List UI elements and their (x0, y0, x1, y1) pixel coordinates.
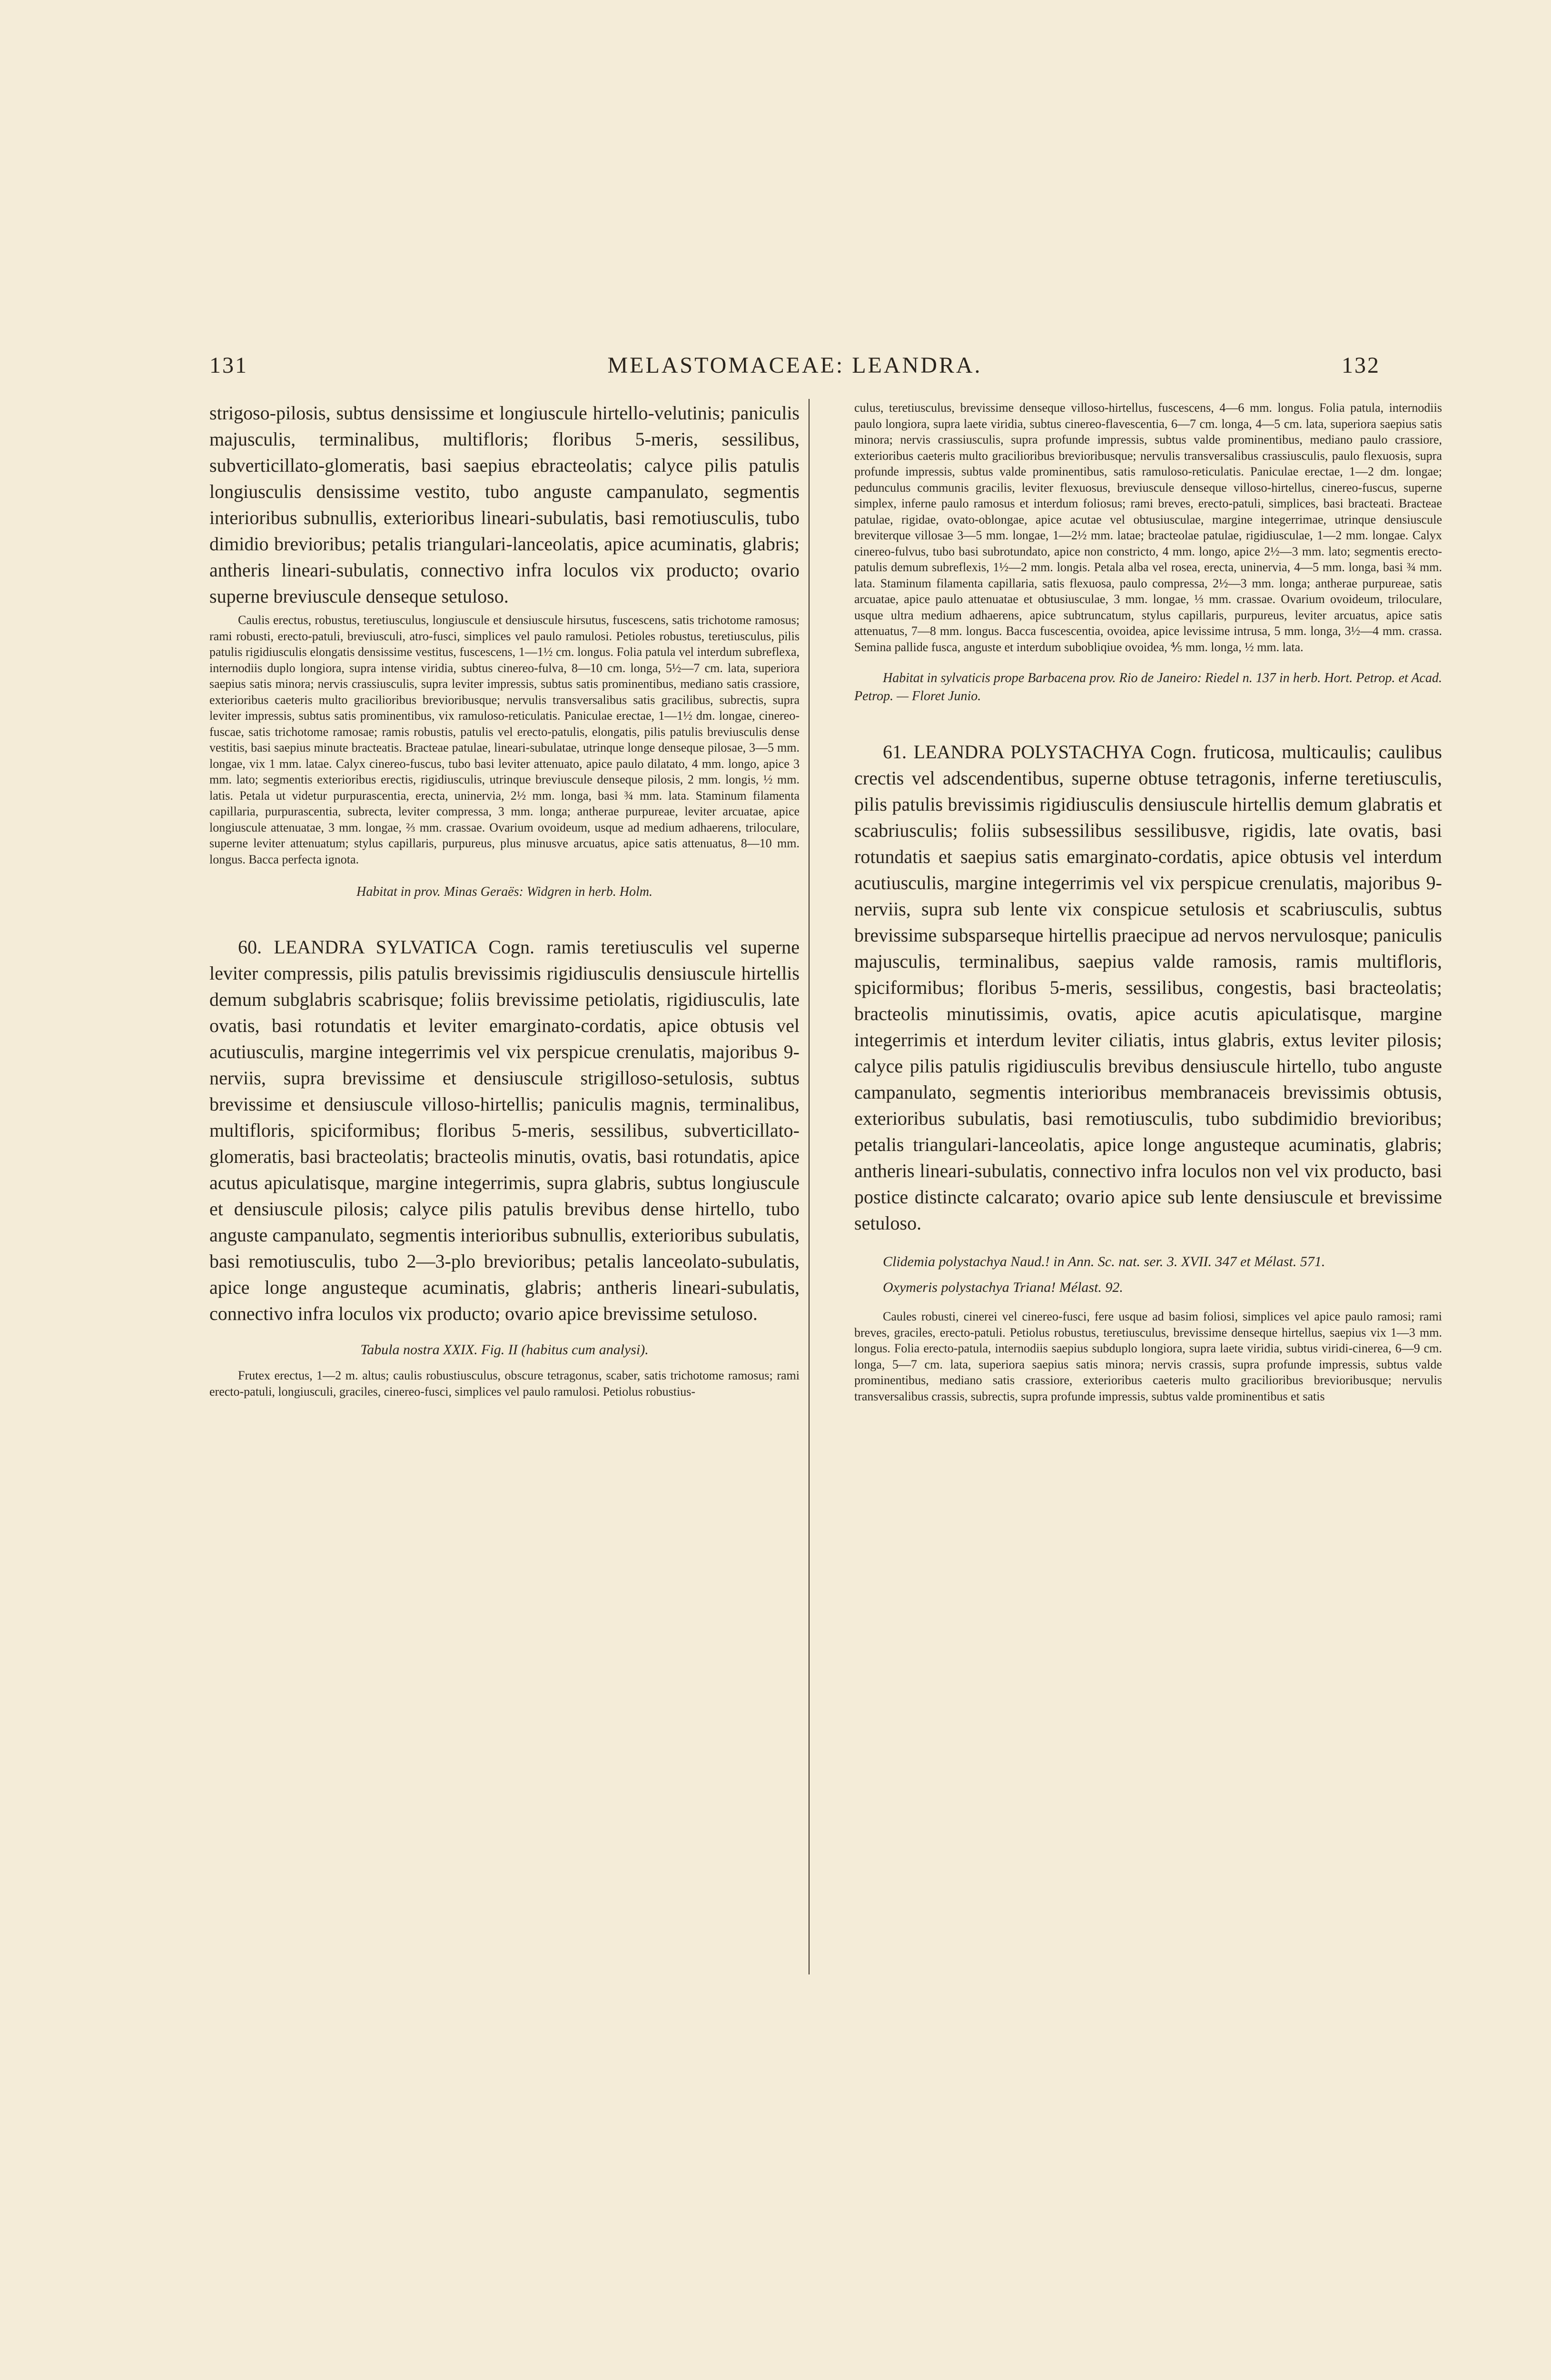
left-column (209, 400, 800, 1402)
page-header (209, 352, 1380, 381)
synonym-clidemia: Clidemia polystachya Naud.! in Ann. Sc. nat. ser. 3. XVII. 347 et Mélast. 571. (883, 1254, 1325, 1269)
species-59-habitat: Habitat in prov. Minas Geraës: Widgren in herb. Holm. (356, 884, 652, 899)
right-column (854, 400, 1442, 1407)
running-title: MELASTOMACEAE: LEANDRA. (607, 353, 982, 378)
species-61-diagnosis: 61. LEANDRA POLYSTACHYA Cogn. fruticosa, multicaulis; caulibus crectis vel adscendentibus, superne obtuse tetragonis, inferne teretiusculis, pilis patulis brevissimis rigidiusculis densiuscule hirtellis demum glabratis et scabriusculis; foliis subsessilibus sessilibusve, rigidis, late ovatis, basi rotundatis et saepius satis emarginato-cordatis, apice obtusis vel interdum acutiusculis, margine integerrimis vel vix perspicue crenulatis, majoribus 9-nerviis, supra sub lente vix conspicue setulosis et scabriusculis, subtus brevissime subsparseque hirtellis praecipue ad nervos nervulosque; paniculis majusculis, terminalibus, saepius valde ramosis, ramis multifloris, spiciformibus; floribus 5-meris, sessilibus, congestis, basi bracteolatis; bracteolis minutissimis, ovatis, apice acutis apiculatisque, margine integerrimis et interdum leviter ciliatis, intus glabris, extus leviter pilosis; calyce pilis patulis rigidiusculis brevibus densiuscule hirtello, tubo anguste campanulato, segmentis interioribus membranaceis brevissimis obtusis, exterioribus subulatis, basi remotiusculis, tubo subdimidio brevioribus; petalis triangulari-lanceolatis, apice longe angusteque acuminatis, glabris; antheris lineari-subulatis, connectivo infra loculos non vel vix producto, basi postice distincte calcarato; ovario apice sub lente densiuscule et brevissime setuloso. (854, 741, 1442, 1234)
species-61-description: Caules robusti, cinerei vel cinereo-fusci, fere usque ad basim foliosi, simplices vel apice paulo ramosi; rami breves, graciles, erecto-patuli. Petiolus robustus, teretiusculus, brevissime denseque hirtellus, saepius vix 1—3 mm. longus. Folia erecto-patula, internodiis saepius subduplo longiora, supra laete viridia, subtus viridi-cinerea, 6—9 cm. longa, 5—7 cm. lata, superiora saepius satis minora; nervis crassis, supra profunde impressis, subtus valde prominentibus, mediano satis crassiore, exterioribus caeteris multo gracilioribus brevioribusque; nervulis transversalibus crassis, subrectis, supra profunde impressis, subtus valde prominentibus et satis (854, 1309, 1442, 1403)
synonym-oxymeris: Oxymeris polystachya Triana! Mélast. 92. (883, 1279, 1123, 1295)
species-59-diagnosis-end: strigoso-pilosis, subtus densissime et longiuscule hirtello-velutinis; paniculis majusculis, terminalibus, multifloris; floribus 5-meris, sessilibus, subverticillato-glomeratis, basi saepius ebracteolatis; calyce pilis patulis longiusculis densissime vestito, tubo anguste campanulato, segmentis interioribus subnullis, exterioribus lineari-subulatis, basi remotiusculis, tubo dimidio brevioribus; petalis triangulari-lanceolatis, apice acuminatis, glabris; antheris lineari-subulatis, connectivo infra loculos vix producto; ovario superne breviuscule denseque setuloso. (209, 402, 800, 607)
column-divider (809, 399, 810, 1974)
figure-reference: Tabula nostra XXIX. Fig. II (habitus cum analysi). (360, 1342, 649, 1358)
page-number-left: 131 (209, 353, 248, 378)
species-60-description: Frutex erectus, 1—2 m. altus; caulis robustiusculus, obscure tetragonus, scaber, satis trichotome ramosus; rami erecto-patuli, longiusculi, graciles, cinereo-fusci, simplices vel paulo ramulosi. Petiolus robustius- (209, 1368, 800, 1398)
species-60-habitat: Habitat in sylvaticis prope Barbacena prov. Rio de Janeiro: Riedel n. 137 in herb. Hort. Petrop. et Acad. Petrop. — Floret Junio. (854, 671, 1442, 704)
species-60-description-cont: culus, teretiusculus, brevissime denseque villoso-hirtellus, fuscescens, 4—6 mm. longus. Folia patula, internodiis paulo longiora, supra laete viridia, subtus cinereo-flavescentia, 6—7 cm. longa, 4—5 cm. lata, superiora saepius satis minora; nervis crassiusculis, supra profunde impressis, subtus valde prominentibus, mediano paulo crassiore, exterioribus caeteris multo gracilioribus brevioribusque; nervulis transversalibus crassiusculis, paulo flexuosis, supra profunde impressis, subtus valde prominentibus, satis ramuloso-reticulatis. Paniculae erectae, 1—2 dm. longae; pedunculus communis gracilis, leviter flexuosus, breviuscule denseque villoso-hirtellus, cinereo-fuscus, superne simplex, inferne paulo ramosus et interdum foliosus; rami breves, erecto-patuli, simplices, basi bracteati. Bracteae patulae, rigidae, ovato-oblongae, apice acutae vel obtusiusculae, margine integerrimae, utrinque densiuscule breviterque villosae 3—5 mm. longae, 1—2½ mm. latae; bracteolae patulae, rigidiusculae, 1—2 mm. longae. Calyx cinereo-fulvus, tubo basi subrotundato, apice non constricto, 4 mm. longo, apice 2½—3 mm. lato; segmentis erecto-patulis demum subreflexis, 1½—2 mm. longis. Petala alba vel rosea, erecta, uninervia, 4—5 mm. longa, basi ¾ mm. lata. Staminum filamenta capillaria, satis flexuosa, paulo compressa, 2½—3 mm. longa; antherae purpureae, satis arcuatae, apice paulo attenuatae et obtusiusculae, 3 mm. longae, ⅓ mm. crassae. Ovarium ovoideum, triloculare, usque ultra medium adhaerens, apice subtruncatum, stylus capillaris, purpureus, leviter arcuatus, apice satis attenuatus, 7—8 mm. longus. Bacca fuscescentia, ovoidea, apice levissime intrusa, 5 mm. longa, 3½—4 mm. crassa. Semina pallide fusca, anguste et interdum subobliqiue ovoidea, ⅘ mm. longa, ½ mm. lata. (854, 401, 1442, 654)
species-59-description: Caulis erectus, robustus, teretiusculus, longiuscule et densiuscule hirsutus, fuscescens, satis trichotome ramosus; rami robusti, erecto-patuli, breviusculi, atro-fusci, simplices vel paulo ramulosi. Petioles robustus, teretiusculus, pilis patulis rigidiusculis elongatis densissime vestitus, fuscescens, 1—1½ cm. longus. Folia patula vel interdum subreflexa, internodiis duplo longiora, supra intense viridia, subtus cinereo-fulva, 8—10 cm. longa, 5½—7 cm. lata, superiora saepius satis minora; nervis crassiusculis, supra leviter impressis, subtus satis prominentibus, mediano satis crassiore, exterioribus caeteris multo gracilioribus brevioribusque; nervulis transversalibus satis gracilibus, subrectis, supra leviter impressis, subtus satis prominentibus, vix ramuloso-reticulatis. Paniculae erectae, 1—1½ dm. longae, cinereo-fuscae, satis trichotome ramosae; ramis robustis, patulis vel erecto-patulis, elongatis, pilis patulis breviusculis dense vestitis, basi saepius minute bracteatis. Bracteae patulae, lineari-subulatae, utrinque longe denseque pilosae, 3—5 mm. longae, vix 1 mm. latae. Calyx cinereo-fuscus, tubo basi leviter attenuato, apice paulo dilatato, 4 mm. longo, apice 3 mm. lato; segmentis exterioribus erectis, rigidiusculis, utrinque breviuscule denseque pilosis, 2 mm. longis, ½ mm. latis. Petala ut videtur purpurascentia, erecta, uninervia, 2½ mm. longa, basi ¾ mm. lata. Staminum filamenta capillaria, purpurascentia, subrecta, leviter compressa, 3 mm. longa; antherae purpureae, leviter arcuatae, apice longiuscule attenuatae, 3 mm. longae, ⅔ mm. crassae. Ovarium ovoideum, usque ad medium adhaerens, triloculare, superne leviter attenuatum; stylus capillaris, purpureus, plus minusve arcuatus, apice satis attenuatus, 8—10 mm. longus. Bacca perfecta ignota. (209, 613, 800, 866)
page-number-right: 132 (1342, 353, 1380, 378)
species-60-diagnosis: 60. LEANDRA SYLVATICA Cogn. ramis teretiusculis vel superne leviter compressis, pilis patulis brevissimis rigidiusculis densiuscule hirtellis demum subglabris scabrisque; foliis brevissime petiolatis, rigidiusculis, late ovatis, basi rotundatis et leviter emarginato-cordatis, apice obtusis vel acutiusculis, margine integerrimis vel vix perspicue crenulatis, majoribus 9-nerviis, supra brevissime et densiuscule strigilloso-setulosis, subtus brevissime et densiuscule villoso-hirtellis; paniculis magnis, terminalibus, multifloris, spiciformibus; floribus 5-meris, sessilibus, subverticillato-glomeratis, basi bracteolatis; bracteolis minutis, ovatis, basi rotundatis, apice acutus apiculatisque, margine integerrimis, supra glabris, subtus longiuscule et densiuscule pilosis; calyce pilis patulis brevibus dense hirtello, tubo anguste campanulato, segmentis interioribus subnullis, exterioribus subulatis, basi remotiusculis, tubo 2—3-plo brevioribus; petalis lanceolato-subulatis, apice longe angusteque acuminatis, glabris; antheris lineari-subulatis, connectivo infra loculos vix producto; ovario apice brevissime setuloso. (209, 936, 800, 1324)
